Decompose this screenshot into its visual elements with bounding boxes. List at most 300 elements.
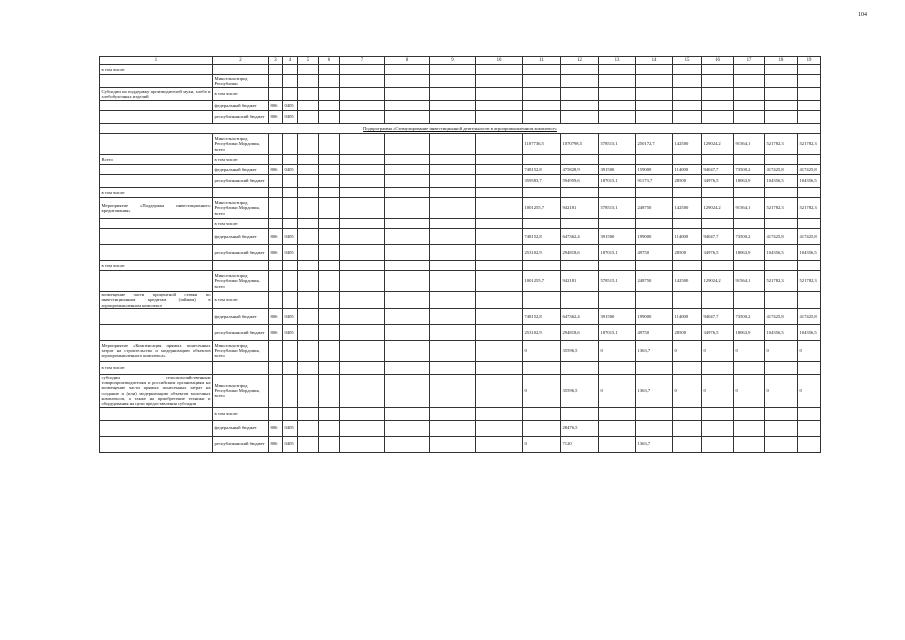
value-cell <box>636 188 673 198</box>
value-cell <box>599 361 636 374</box>
value-cell: 417425,8 <box>798 229 821 245</box>
value-cell <box>673 188 702 198</box>
section-code-cell <box>283 134 298 155</box>
empty-cell <box>298 271 319 292</box>
value-cell <box>523 361 561 374</box>
empty-cell <box>340 308 385 324</box>
empty-cell <box>430 420 476 436</box>
value-cell <box>599 101 636 111</box>
empty-cell <box>385 407 430 420</box>
funding-source-cell: республиканский бюджет <box>213 175 269 188</box>
value-cell <box>734 111 765 124</box>
empty-cell <box>430 101 476 111</box>
section-code-cell: 0405 <box>283 229 298 245</box>
empty-cell <box>430 271 476 292</box>
value-cell: 250172,7 <box>636 134 673 155</box>
empty-cell <box>385 111 430 124</box>
value-cell <box>636 361 673 374</box>
section-code-cell: 0405 <box>283 308 298 324</box>
value-cell: 748152,8 <box>523 308 561 324</box>
value-cell <box>734 261 765 271</box>
table-row <box>100 155 821 165</box>
empty-cell <box>476 420 523 436</box>
empty-cell <box>340 88 385 101</box>
empty-cell <box>476 271 523 292</box>
empty-cell <box>385 75 430 88</box>
table-row <box>100 245 821 261</box>
funding-source-cell: федеральный бюджет <box>213 229 269 245</box>
empty-cell <box>385 229 430 245</box>
empty-cell <box>476 198 523 219</box>
row-name-cell <box>100 111 213 124</box>
column-header: 10 <box>476 57 523 65</box>
table-row <box>100 165 821 175</box>
value-cell <box>673 436 702 452</box>
value-cell <box>636 65 673 75</box>
value-cell <box>798 101 821 111</box>
empty-cell <box>430 436 476 452</box>
value-cell <box>599 420 636 436</box>
value-cell: 521782,3 <box>798 271 821 292</box>
column-header: 17 <box>734 57 765 65</box>
column-header: 14 <box>636 57 673 65</box>
empty-cell <box>476 65 523 75</box>
value-cell <box>798 261 821 271</box>
value-cell <box>798 88 821 101</box>
value-cell: 104356,5 <box>798 175 821 188</box>
empty-cell <box>385 436 430 452</box>
table-body <box>100 65 821 453</box>
empty-cell <box>385 175 430 188</box>
value-cell <box>798 188 821 198</box>
empty-cell <box>319 436 340 452</box>
value-cell <box>765 101 798 111</box>
page-number: 104 <box>858 12 867 18</box>
value-cell <box>673 75 702 88</box>
table-row <box>100 292 821 309</box>
value-cell: 253102,9 <box>523 245 561 261</box>
grbs-code-cell: 806 <box>269 308 283 324</box>
funding-source-cell: республиканский бюджет <box>213 324 269 340</box>
value-cell: 1001255,7 <box>523 198 561 219</box>
value-cell: 187015,1 <box>599 175 636 188</box>
value-cell <box>636 261 673 271</box>
value-cell <box>636 292 673 309</box>
value-cell <box>765 88 798 101</box>
empty-cell <box>340 175 385 188</box>
row-name-cell <box>100 229 213 245</box>
empty-cell <box>340 188 385 198</box>
grbs-code-cell <box>269 261 283 271</box>
empty-cell <box>476 188 523 198</box>
table-row <box>100 229 821 245</box>
empty-cell <box>385 361 430 374</box>
value-cell <box>523 407 561 420</box>
empty-cell <box>319 101 340 111</box>
table-row <box>100 340 821 361</box>
value-cell: 417425,8 <box>798 165 821 175</box>
empty-cell <box>476 374 523 407</box>
row-name-cell <box>100 308 213 324</box>
row-name-cell <box>100 271 213 292</box>
value-cell <box>599 407 636 420</box>
empty-cell <box>385 65 430 75</box>
value-cell <box>636 219 673 229</box>
empty-cell <box>385 155 430 165</box>
empty-cell <box>340 134 385 155</box>
value-cell <box>798 75 821 88</box>
value-cell <box>673 111 702 124</box>
grbs-code-cell <box>269 374 283 407</box>
value-cell: 199000 <box>636 229 673 245</box>
table-row <box>100 75 821 88</box>
value-cell: 0 <box>523 436 561 452</box>
column-header: 5 <box>298 57 319 65</box>
value-cell <box>765 407 798 420</box>
value-cell: 104356,5 <box>798 324 821 340</box>
empty-cell <box>298 188 319 198</box>
grbs-code-cell: 806 <box>269 165 283 175</box>
value-cell <box>798 155 821 165</box>
value-cell <box>599 188 636 198</box>
value-cell: 521782,3 <box>765 198 798 219</box>
value-cell: 0 <box>765 340 798 361</box>
table-row <box>100 219 821 229</box>
empty-cell <box>430 374 476 407</box>
value-cell: 521782,3 <box>798 134 821 155</box>
section-code-cell <box>283 261 298 271</box>
value-cell: 417425,8 <box>765 165 798 175</box>
value-cell: 73500,2 <box>734 165 765 175</box>
empty-cell <box>340 361 385 374</box>
empty-cell <box>340 407 385 420</box>
funding-source-cell: Минсельхозпрод Республики Мордовия, всего <box>213 374 269 407</box>
value-cell <box>599 261 636 271</box>
funding-source-cell: республиканский бюджет <box>213 436 269 452</box>
row-name-cell: в том числе: <box>100 361 213 374</box>
value-cell: 114000 <box>673 308 702 324</box>
empty-cell <box>340 101 385 111</box>
value-cell <box>702 75 734 88</box>
empty-cell <box>385 374 430 407</box>
empty-cell <box>340 219 385 229</box>
value-cell <box>702 361 734 374</box>
empty-cell <box>430 308 476 324</box>
funding-source-cell: Минсельхозпрод Республики <box>213 75 269 88</box>
empty-cell <box>476 101 523 111</box>
grbs-code-cell <box>269 75 283 88</box>
value-cell: 7120 <box>561 436 599 452</box>
value-cell <box>561 101 599 111</box>
value-cell <box>561 261 599 271</box>
value-cell <box>765 188 798 198</box>
value-cell <box>734 188 765 198</box>
value-cell <box>702 292 734 309</box>
grbs-code-cell: 806 <box>269 101 283 111</box>
row-name-cell: в том числе: <box>100 65 213 75</box>
value-cell: 253102,9 <box>523 324 561 340</box>
table-row <box>100 188 821 198</box>
column-header: 19 <box>798 57 821 65</box>
empty-cell <box>319 75 340 88</box>
value-cell: 0 <box>673 374 702 407</box>
grbs-code-cell <box>269 188 283 198</box>
empty-cell <box>298 420 319 436</box>
empty-cell <box>319 407 340 420</box>
table-row <box>100 361 821 374</box>
value-cell: 294818,6 <box>561 245 599 261</box>
empty-cell <box>298 165 319 175</box>
value-cell <box>523 65 561 75</box>
value-cell: 142500 <box>673 134 702 155</box>
section-code-cell <box>283 75 298 88</box>
value-cell: 248750 <box>636 198 673 219</box>
value-cell <box>765 111 798 124</box>
empty-cell <box>385 134 430 155</box>
value-cell: 417425,8 <box>798 308 821 324</box>
value-cell <box>561 111 599 124</box>
column-header: 6 <box>319 57 340 65</box>
grbs-code-cell <box>269 155 283 165</box>
value-cell <box>734 420 765 436</box>
value-cell: 1107736,5 <box>523 134 561 155</box>
empty-cell <box>385 219 430 229</box>
empty-cell <box>319 420 340 436</box>
grbs-code-cell <box>269 361 283 374</box>
value-cell: 91564,1 <box>734 134 765 155</box>
grbs-code-cell: 806 <box>269 111 283 124</box>
value-cell: 647362,4 <box>561 308 599 324</box>
value-cell: 0 <box>734 340 765 361</box>
value-cell: 942181 <box>561 271 599 292</box>
value-cell: 942181 <box>561 198 599 219</box>
empty-cell <box>476 436 523 452</box>
value-cell <box>673 261 702 271</box>
empty-cell <box>476 155 523 165</box>
value-cell: 417425,8 <box>765 229 798 245</box>
column-header: 15 <box>673 57 702 65</box>
value-cell <box>523 261 561 271</box>
empty-cell <box>340 420 385 436</box>
value-cell: 1363,7 <box>636 340 673 361</box>
value-cell <box>523 111 561 124</box>
value-cell <box>523 219 561 229</box>
table-row <box>100 407 821 420</box>
value-cell: 91564,1 <box>734 198 765 219</box>
empty-cell <box>340 65 385 75</box>
budget-table <box>99 56 821 453</box>
value-cell <box>798 219 821 229</box>
empty-cell <box>319 111 340 124</box>
value-cell: 49750 <box>636 324 673 340</box>
funding-source-cell: федеральный бюджет <box>213 420 269 436</box>
value-cell: 35596,5 <box>561 340 599 361</box>
value-cell <box>702 219 734 229</box>
empty-cell <box>385 88 430 101</box>
empty-cell <box>476 134 523 155</box>
empty-cell <box>430 155 476 165</box>
grbs-code-cell <box>269 134 283 155</box>
section-code-cell <box>283 188 298 198</box>
value-cell <box>798 420 821 436</box>
row-name-cell <box>100 165 213 175</box>
row-name-cell: Мероприятие «Поддержка инвестиционного кредитования» <box>100 198 213 219</box>
empty-cell <box>430 175 476 188</box>
value-cell: 187015,1 <box>599 245 636 261</box>
empty-cell <box>319 374 340 407</box>
row-name-cell <box>100 420 213 436</box>
empty-cell <box>430 292 476 309</box>
value-cell <box>636 407 673 420</box>
empty-cell <box>476 88 523 101</box>
row-name-cell <box>100 245 213 261</box>
value-cell <box>599 111 636 124</box>
funding-source-cell: республиканский бюджет <box>213 111 269 124</box>
value-cell: 248750 <box>636 271 673 292</box>
value-cell <box>734 75 765 88</box>
value-cell: 475828,9 <box>561 165 599 175</box>
row-name-cell <box>100 134 213 155</box>
grbs-code-cell <box>269 407 283 420</box>
funding-source-cell: федеральный бюджет <box>213 308 269 324</box>
empty-cell <box>298 198 319 219</box>
row-name-cell <box>100 101 213 111</box>
column-header: 7 <box>340 57 385 65</box>
empty-cell <box>319 155 340 165</box>
header-row <box>100 57 821 65</box>
empty-cell <box>298 229 319 245</box>
value-cell: 199000 <box>636 308 673 324</box>
value-cell: 34976,5 <box>702 324 734 340</box>
value-cell <box>523 292 561 309</box>
value-cell <box>702 407 734 420</box>
value-cell: 1001255,7 <box>523 271 561 292</box>
value-cell <box>765 436 798 452</box>
empty-cell <box>298 65 319 75</box>
value-cell <box>636 111 673 124</box>
value-cell: 391500 <box>599 308 636 324</box>
empty-cell <box>385 308 430 324</box>
column-header: 16 <box>702 57 734 65</box>
value-cell: 129024,2 <box>702 134 734 155</box>
empty-cell <box>298 245 319 261</box>
value-cell <box>734 361 765 374</box>
value-cell <box>599 88 636 101</box>
section-code-cell <box>283 155 298 165</box>
section-code-cell <box>283 407 298 420</box>
value-cell: 521782,3 <box>765 134 798 155</box>
table-row <box>100 134 821 155</box>
empty-cell <box>476 292 523 309</box>
value-cell: 114000 <box>673 229 702 245</box>
empty-cell <box>319 88 340 101</box>
empty-cell <box>385 340 430 361</box>
funding-source-cell: Минсельхозпрод Республики Мордовия, всего <box>213 340 269 361</box>
value-cell: 73500,2 <box>734 229 765 245</box>
column-header: 18 <box>765 57 798 65</box>
value-cell <box>561 188 599 198</box>
value-cell: 1363,7 <box>636 436 673 452</box>
value-cell: 18063,9 <box>734 324 765 340</box>
value-cell: 521782,3 <box>798 198 821 219</box>
empty-cell <box>430 245 476 261</box>
column-header: 2 <box>213 57 269 65</box>
value-cell: 129024,2 <box>702 198 734 219</box>
value-cell: 49750 <box>636 245 673 261</box>
value-cell: 391500 <box>599 229 636 245</box>
empty-cell <box>298 292 319 309</box>
funding-source-cell: Минсельхозпрод Республики Мордовия, всего <box>213 271 269 292</box>
empty-cell <box>385 271 430 292</box>
empty-cell <box>298 88 319 101</box>
value-cell: 0 <box>599 340 636 361</box>
empty-cell <box>430 324 476 340</box>
value-cell <box>673 155 702 165</box>
value-cell <box>702 111 734 124</box>
value-cell <box>561 75 599 88</box>
value-cell: 28476,5 <box>561 420 599 436</box>
empty-cell <box>319 188 340 198</box>
row-name-cell: в том числе: <box>100 188 213 198</box>
empty-cell <box>385 261 430 271</box>
empty-cell <box>319 261 340 271</box>
section-code-cell <box>283 292 298 309</box>
value-cell <box>765 219 798 229</box>
value-cell: 0 <box>702 374 734 407</box>
empty-cell <box>476 165 523 175</box>
value-cell <box>765 420 798 436</box>
empty-cell <box>385 420 430 436</box>
table-row <box>100 271 821 292</box>
value-cell: 28500 <box>673 245 702 261</box>
value-cell <box>523 420 561 436</box>
value-cell <box>599 436 636 452</box>
empty-cell <box>430 219 476 229</box>
value-cell <box>702 436 734 452</box>
empty-cell <box>319 324 340 340</box>
grbs-code-cell: 806 <box>269 245 283 261</box>
value-cell <box>765 261 798 271</box>
empty-cell <box>430 165 476 175</box>
column-header: 8 <box>385 57 430 65</box>
section-code-cell: 0405 <box>283 111 298 124</box>
section-code-cell <box>283 374 298 407</box>
value-cell <box>561 292 599 309</box>
empty-cell <box>319 308 340 324</box>
funding-source-cell: в том числе: <box>213 155 269 165</box>
empty-cell <box>430 65 476 75</box>
value-cell <box>636 75 673 88</box>
empty-cell <box>298 219 319 229</box>
empty-cell <box>298 75 319 88</box>
value-cell <box>765 361 798 374</box>
empty-cell <box>385 198 430 219</box>
section-code-cell <box>283 271 298 292</box>
empty-cell <box>430 188 476 198</box>
value-cell: 0 <box>523 340 561 361</box>
value-cell: 521782,3 <box>765 271 798 292</box>
value-cell: 159000 <box>636 165 673 175</box>
value-cell: 142500 <box>673 271 702 292</box>
value-cell <box>561 361 599 374</box>
empty-cell <box>430 361 476 374</box>
value-cell <box>765 65 798 75</box>
value-cell: 1070798,5 <box>561 134 599 155</box>
value-cell <box>734 155 765 165</box>
section-code-cell <box>283 88 298 101</box>
value-cell <box>734 219 765 229</box>
value-cell <box>798 292 821 309</box>
